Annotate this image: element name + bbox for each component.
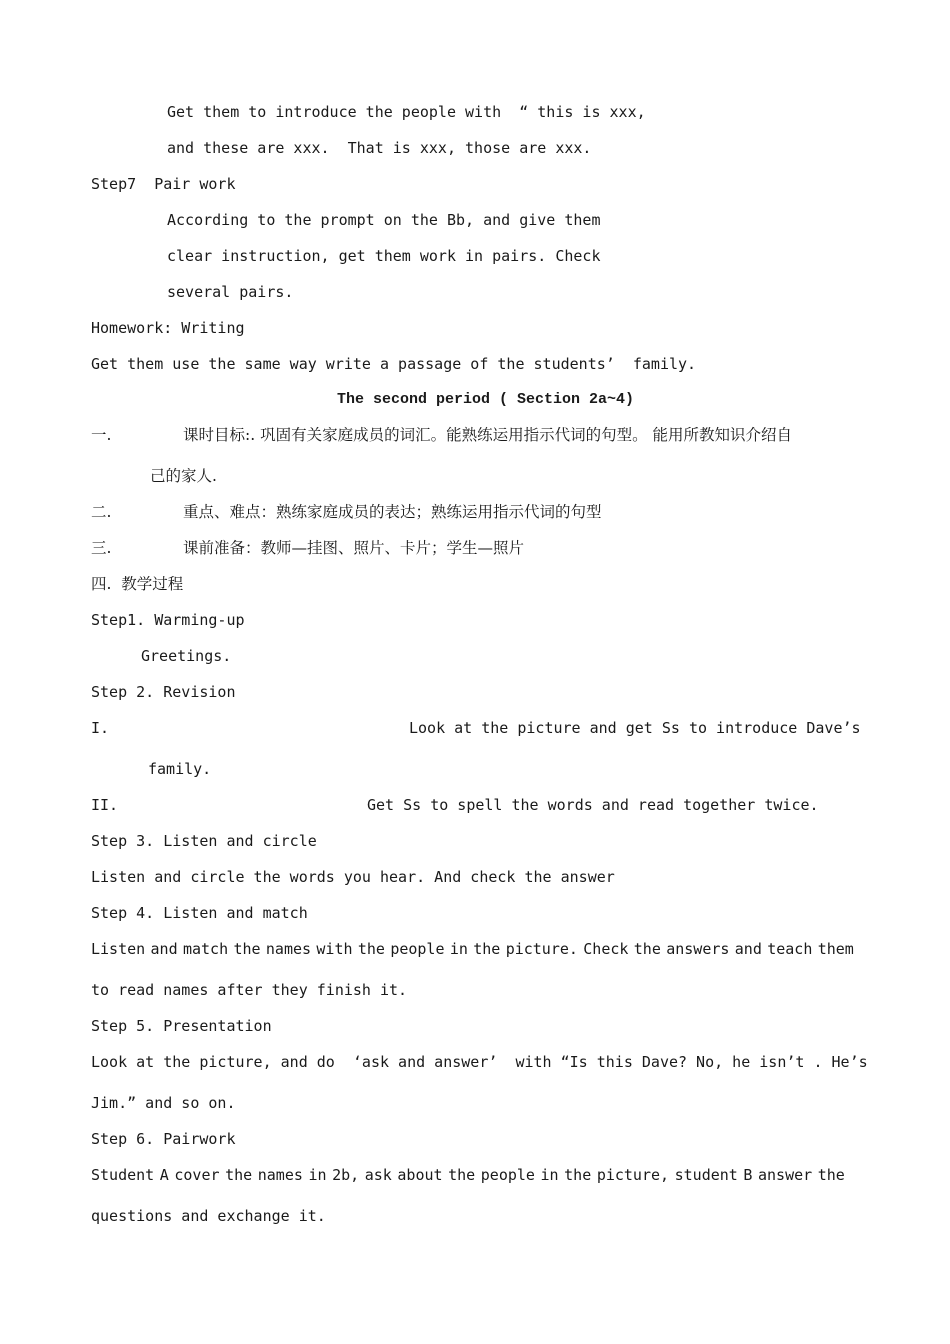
text-line: Get them to introduce the people with “ this is xxx,	[167, 103, 646, 121]
objective-text-cont: 己的家人.	[150, 467, 217, 485]
word: B	[743, 1166, 753, 1184]
word: answer	[758, 1166, 813, 1184]
word: 2b,	[332, 1166, 360, 1184]
word: cover	[174, 1166, 220, 1184]
text-line: clear instruction, get them work in pairs. Check	[167, 247, 601, 265]
step-heading: Step 5. Presentation	[91, 1017, 272, 1035]
word: in	[308, 1166, 327, 1184]
text-line: Look at the picture and get Ss to introduce Dave’s	[409, 719, 861, 737]
justified-line	[91, 939, 854, 959]
word: names	[265, 940, 312, 958]
text-line: Jim.” and so on.	[91, 1094, 236, 1112]
word: student	[674, 1166, 738, 1184]
preparation-text: 课前准备：教师—挂图、照片、卡片；学生—照片	[183, 539, 525, 557]
text-line: Listen and circle the words you hear. And check the answer	[91, 868, 615, 886]
objective-text: 课时目标:. 巩固有关家庭成员的词汇。能熟练运用指示代词的句型。 能用所教知识介绍自	[183, 426, 793, 444]
word: answers	[666, 940, 730, 958]
text-line: to read names after they finish it.	[91, 981, 408, 999]
word: about	[397, 1166, 443, 1184]
text-line: Greetings.	[141, 647, 232, 665]
step-heading: Step1. Warming-up	[91, 611, 245, 629]
step-heading: Step 6. Pairwork	[91, 1130, 236, 1148]
text-line: Get them use the same way write a passage of the students’ family.	[91, 355, 697, 373]
word: Check	[583, 940, 629, 958]
key-points-text: 重点、难点：熟练家庭成员的表达；熟练运用指示代词的句型	[183, 503, 602, 521]
text-line: family.	[148, 760, 212, 778]
text-line: several pairs.	[167, 283, 294, 301]
word: the	[225, 1166, 253, 1184]
word: the	[633, 940, 661, 958]
word: teach	[767, 940, 813, 958]
word: the	[448, 1166, 476, 1184]
item-number: II.	[91, 796, 119, 814]
item-number: 三.	[91, 539, 112, 557]
text-line: questions and exchange it.	[91, 1207, 326, 1225]
word: A	[159, 1166, 169, 1184]
text-line: and these are xxx. That is xxx, those are xxx.	[167, 139, 592, 157]
word: picture.	[505, 940, 578, 958]
word: and	[150, 940, 178, 958]
word: the	[357, 940, 385, 958]
justified-line	[91, 1165, 845, 1185]
item-number: I.	[91, 719, 110, 737]
text-line: According to the prompt on the Bb, and give them	[167, 211, 601, 229]
word: them	[817, 940, 854, 958]
word: in	[540, 1166, 559, 1184]
word: the	[233, 940, 261, 958]
word: the	[473, 940, 501, 958]
process-heading: 四. 教学过程	[91, 575, 184, 593]
item-number: 二.	[91, 503, 112, 521]
word: names	[257, 1166, 303, 1184]
word: the	[564, 1166, 592, 1184]
step-heading: Step7 Pair work	[91, 175, 236, 193]
item-number: 一.	[91, 426, 112, 444]
word: picture,	[596, 1166, 670, 1184]
section-heading: The second period ( Section 2a~4)	[337, 391, 635, 408]
text-line: Get Ss to spell the words and read together twice.	[367, 796, 819, 814]
word: match	[182, 940, 229, 958]
step-heading: Step 3. Listen and circle	[91, 832, 317, 850]
word: Student	[91, 1166, 155, 1184]
word: the	[817, 1166, 845, 1184]
word: in	[449, 940, 468, 958]
word: ask	[364, 1166, 392, 1184]
word: people	[480, 1166, 535, 1184]
word: and	[734, 940, 762, 958]
text-line: Look at the picture, and do ‘ask and answer’ with “Is this Dave? No, he isn’t . He’s	[91, 1053, 868, 1071]
step-heading: Step 4. Listen and match	[91, 904, 308, 922]
word: people	[390, 940, 445, 958]
homework-label: Homework: Writing	[91, 319, 245, 337]
word: with	[316, 940, 353, 958]
step-heading: Step 2. Revision	[91, 683, 236, 701]
word: Listen	[91, 940, 146, 958]
